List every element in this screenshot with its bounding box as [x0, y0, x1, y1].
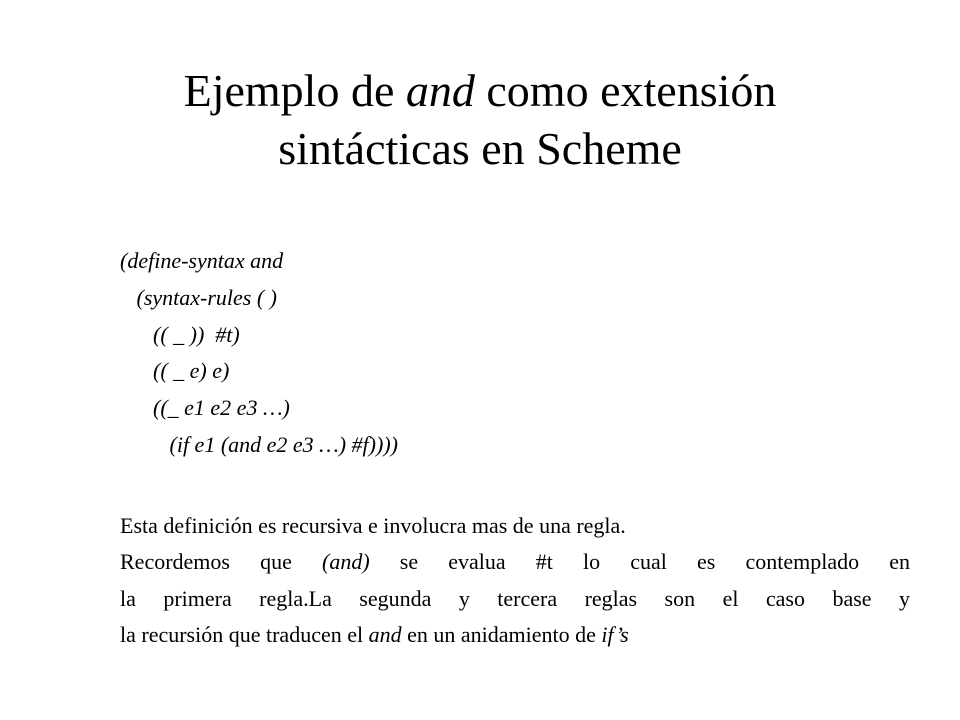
paragraph-line-1: Esta definición es recursiva e involucra mas de una regla. [120, 513, 626, 538]
paragraph-line-2 [120, 544, 920, 580]
paragraph-line-3 [120, 581, 920, 617]
slide-title [0, 62, 960, 178]
code-line: (define-syntax and [120, 248, 284, 273]
title-text: Ejemplo de [183, 65, 406, 116]
title-line-1 [0, 62, 960, 120]
paragraph-text: la recursión que traducen el [120, 621, 369, 647]
title-italic-keyword: and [405, 65, 475, 116]
paragraph-italic: if’s [601, 621, 629, 647]
paragraph-line-4 [120, 617, 920, 653]
title-text: como extensión [474, 65, 777, 116]
code-block [120, 243, 398, 464]
code-line: (( _ e) e) [120, 358, 230, 384]
explanation-paragraph [120, 508, 920, 653]
code-line: ((_ e1 e2 e3 …) [120, 395, 290, 421]
paragraph-italic: and [368, 621, 402, 647]
code-line: (if e1 (and e2 e3 …) #f)))) [120, 431, 398, 457]
code-line: (( _ )) #t) [120, 321, 240, 347]
code-line: (syntax-rules ( ) [120, 284, 278, 310]
paragraph-text: la primera regla.La segunda y tercera reglas son el caso base y [120, 585, 910, 611]
paragraph-text: Recordemos que [120, 549, 322, 575]
title-line-2: sintácticas en Scheme [278, 123, 682, 174]
paragraph-italic: (and) [322, 549, 370, 575]
paragraph-text: en un anidamiento de [401, 621, 602, 647]
paragraph-text: se evalua #t lo cual es contemplado en [369, 549, 911, 575]
